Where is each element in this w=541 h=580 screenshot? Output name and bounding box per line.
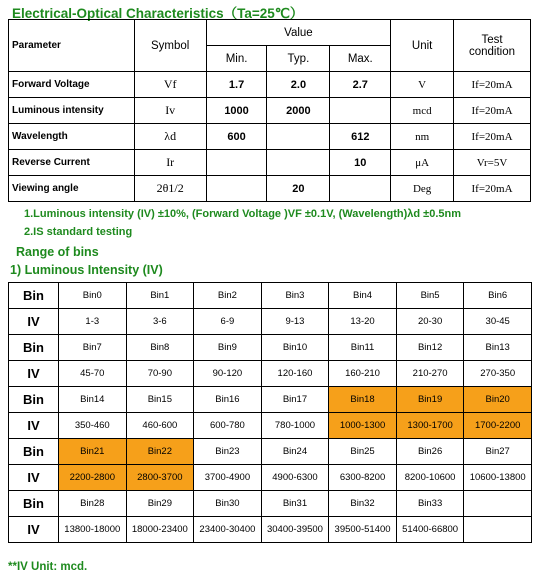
iv-range-cell: 45-70 xyxy=(59,361,127,387)
symbol-cell: Vf xyxy=(134,72,206,98)
max-cell xyxy=(330,176,391,202)
typ-cell: 20 xyxy=(267,176,330,202)
header-min: Min. xyxy=(206,46,267,72)
iv-row xyxy=(9,309,532,335)
bin-row-label: Bin xyxy=(9,335,59,361)
iv-row xyxy=(9,361,532,387)
bin-cell: Bin33 xyxy=(396,491,464,517)
iv-range-cell: 9-13 xyxy=(261,309,329,335)
iv-range-cell: 6300-8200 xyxy=(329,465,397,491)
bin-cell: Bin2 xyxy=(194,283,262,309)
iv-range-cell: 1-3 xyxy=(59,309,127,335)
min-cell xyxy=(206,176,267,202)
bin-cell: Bin8 xyxy=(126,335,194,361)
bin-cell: Bin31 xyxy=(261,491,329,517)
bin-cell: Bin28 xyxy=(59,491,127,517)
condition-cell: If=20mA xyxy=(454,124,531,150)
iv-row-label: IV xyxy=(9,517,59,543)
iv-range-cell: 90-120 xyxy=(194,361,262,387)
bin-cell: Bin11 xyxy=(329,335,397,361)
iv-range-cell: 2800-3700 xyxy=(126,465,194,491)
min-cell: 600 xyxy=(206,124,267,150)
iv-range-cell: 2200-2800 xyxy=(59,465,127,491)
min-cell: 1000 xyxy=(206,98,267,124)
page-title: Electrical-Optical Characteristics（Ta=25℃） xyxy=(12,6,304,21)
iv-range-cell: 1300-1700 xyxy=(396,413,464,439)
iv-range-cell: 13800-18000 xyxy=(59,517,127,543)
header-typ: Typ. xyxy=(267,46,330,72)
iv-range-cell: 210-270 xyxy=(396,361,464,387)
bin-cell: Bin0 xyxy=(59,283,127,309)
iv-range-cell: 160-210 xyxy=(329,361,397,387)
header-value: Value xyxy=(206,20,391,46)
header-max: Max. xyxy=(330,46,391,72)
iv-range-cell: 4900-6300 xyxy=(261,465,329,491)
bin-cell: Bin19 xyxy=(396,387,464,413)
eo-table-row xyxy=(9,124,531,150)
range-of-bins-heading: Range of bins xyxy=(16,245,99,259)
bin-cell: Bin26 xyxy=(396,439,464,465)
bin-row xyxy=(9,387,532,413)
iv-range-cell: 3-6 xyxy=(126,309,194,335)
bin-cell: Bin9 xyxy=(194,335,262,361)
bin-cell: Bin29 xyxy=(126,491,194,517)
header-test-line2: condition xyxy=(469,45,516,58)
param-cell: Viewing angle xyxy=(9,176,135,202)
param-cell: Reverse Current xyxy=(9,150,135,176)
bin-cell: Bin17 xyxy=(261,387,329,413)
min-cell xyxy=(206,150,267,176)
eo-table-row xyxy=(9,150,531,176)
iv-row xyxy=(9,465,532,491)
bin-cell: Bin7 xyxy=(59,335,127,361)
iv-range-cell: 600-780 xyxy=(194,413,262,439)
iv-range-cell: 460-600 xyxy=(126,413,194,439)
header-parameter: Parameter xyxy=(9,20,135,72)
bin-row xyxy=(9,283,532,309)
bin-row-label: Bin xyxy=(9,439,59,465)
bin-cell: Bin15 xyxy=(126,387,194,413)
iv-range-cell: 780-1000 xyxy=(261,413,329,439)
iv-range-cell: 30400-39500 xyxy=(261,517,329,543)
bin-cell: Bin23 xyxy=(194,439,262,465)
bin-cell: Bin12 xyxy=(396,335,464,361)
typ-cell: 2000 xyxy=(267,98,330,124)
bin-row-label: Bin xyxy=(9,491,59,517)
note-2: 2.IS standard testing xyxy=(24,226,133,238)
unit-cell: mcd xyxy=(391,98,454,124)
symbol-cell: λd xyxy=(134,124,206,150)
max-cell xyxy=(330,98,391,124)
param-cell: Wavelength xyxy=(9,124,135,150)
bin-cell: Bin24 xyxy=(261,439,329,465)
bin-cell: Bin30 xyxy=(194,491,262,517)
iv-row xyxy=(9,517,532,543)
iv-range-cell: 1700-2200 xyxy=(464,413,532,439)
iv-range-cell: 39500-51400 xyxy=(329,517,397,543)
bin-cell: Bin3 xyxy=(261,283,329,309)
bin-cell: Bin10 xyxy=(261,335,329,361)
iv-row-label: IV xyxy=(9,309,59,335)
iv-range-cell: 8200-10600 xyxy=(396,465,464,491)
unit-cell: nm xyxy=(391,124,454,150)
typ-cell: 2.0 xyxy=(267,72,330,98)
iv-range-cell: 6-9 xyxy=(194,309,262,335)
bin-cell: Bin32 xyxy=(329,491,397,517)
max-cell: 612 xyxy=(330,124,391,150)
iv-row-label: IV xyxy=(9,361,59,387)
iv-range-cell: 18000-23400 xyxy=(126,517,194,543)
typ-cell xyxy=(267,124,330,150)
max-cell: 2.7 xyxy=(330,72,391,98)
bin-cell xyxy=(464,491,532,517)
bin-cell: Bin13 xyxy=(464,335,532,361)
eo-table-row xyxy=(9,98,531,124)
header-test-condition xyxy=(454,20,531,72)
iv-range-cell: 10600-13800 xyxy=(464,465,532,491)
bin-row xyxy=(9,491,532,517)
iv-range-cell: 51400-66800 xyxy=(396,517,464,543)
bin-cell: Bin1 xyxy=(126,283,194,309)
bin-cell: Bin4 xyxy=(329,283,397,309)
symbol-cell: 2θ1/2 xyxy=(134,176,206,202)
iv-range-cell: 3700-4900 xyxy=(194,465,262,491)
bin-cell: Bin16 xyxy=(194,387,262,413)
condition-cell: If=20mA xyxy=(454,176,531,202)
condition-cell: Vr=5V xyxy=(454,150,531,176)
bin-cell: Bin25 xyxy=(329,439,397,465)
header-unit: Unit xyxy=(391,20,454,72)
iv-range-cell: 270-350 xyxy=(464,361,532,387)
iv-range-cell: 30-45 xyxy=(464,309,532,335)
bin-row-label: Bin xyxy=(9,283,59,309)
iv-range-cell: 13-20 xyxy=(329,309,397,335)
bin-cell: Bin20 xyxy=(464,387,532,413)
iv-row xyxy=(9,413,532,439)
unit-cell: Deg xyxy=(391,176,454,202)
note-1: 1.Luminous intensity (IV) ±10%, (Forward Voltage )VF ±0.1V, (Wavelength)λd ±0.5nm xyxy=(24,208,462,220)
condition-cell: If=20mA xyxy=(454,72,531,98)
header-test-line1: Test xyxy=(481,33,503,46)
symbol-cell: Iv xyxy=(134,98,206,124)
bins-table xyxy=(8,282,532,543)
iv-unit-footnote: **IV Unit: mcd. xyxy=(8,561,88,573)
luminous-intensity-heading: 1) Luminous Intensity (IV) xyxy=(10,263,163,277)
param-cell: Forward Voltage xyxy=(9,72,135,98)
bin-cell: Bin6 xyxy=(464,283,532,309)
iv-row-label: IV xyxy=(9,413,59,439)
min-cell: 1.7 xyxy=(206,72,267,98)
iv-range-cell: 70-90 xyxy=(126,361,194,387)
bin-cell: Bin22 xyxy=(126,439,194,465)
bin-cell: Bin21 xyxy=(59,439,127,465)
unit-cell: μA xyxy=(391,150,454,176)
unit-cell: V xyxy=(391,72,454,98)
iv-row-label: IV xyxy=(9,465,59,491)
iv-range-cell: 350-460 xyxy=(59,413,127,439)
condition-cell: If=20mA xyxy=(454,98,531,124)
symbol-cell: Ir xyxy=(134,150,206,176)
eo-table-row xyxy=(9,176,531,202)
bin-cell: Bin14 xyxy=(59,387,127,413)
eo-table-row xyxy=(9,72,531,98)
bin-row xyxy=(9,335,532,361)
bin-cell: Bin18 xyxy=(329,387,397,413)
max-cell: 10 xyxy=(330,150,391,176)
bin-row-label: Bin xyxy=(9,387,59,413)
iv-range-cell: 23400-30400 xyxy=(194,517,262,543)
bin-row xyxy=(9,439,532,465)
typ-cell xyxy=(267,150,330,176)
electrical-optical-table xyxy=(8,19,531,202)
iv-range-cell: 1000-1300 xyxy=(329,413,397,439)
param-cell: Luminous intensity xyxy=(9,98,135,124)
bin-cell: Bin5 xyxy=(396,283,464,309)
bin-cell: Bin27 xyxy=(464,439,532,465)
iv-range-cell: 120-160 xyxy=(261,361,329,387)
header-symbol: Symbol xyxy=(134,20,206,72)
iv-range-cell xyxy=(464,517,532,543)
iv-range-cell: 20-30 xyxy=(396,309,464,335)
